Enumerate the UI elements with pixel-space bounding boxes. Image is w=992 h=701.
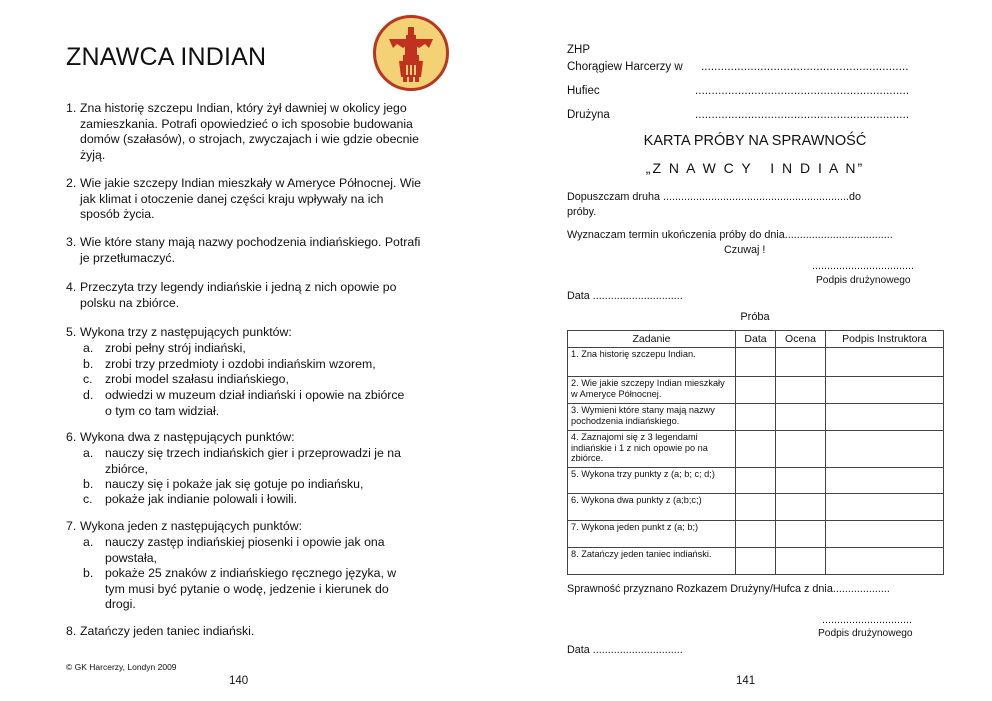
date-cell[interactable]	[736, 521, 776, 548]
signature-dots-2: ..............................	[822, 614, 912, 626]
task-cell: 8. Zatańczy jeden taniec indiański.	[568, 548, 736, 575]
sub-item-7b	[83, 566, 403, 613]
grade-cell[interactable]	[776, 521, 826, 548]
sub-item-6b	[83, 477, 413, 493]
grade-cell[interactable]	[776, 348, 826, 377]
sub-item-text: nauczy zastęp indiańskiej piosenki i opowie jak ona powstała,	[105, 535, 385, 565]
task-cell: 6. Wykona dwa punkty z (a;b;c;)	[568, 494, 736, 521]
signature-cell[interactable]	[826, 404, 944, 431]
sub-item-5a	[83, 341, 413, 357]
requirement-number: 2.	[66, 176, 77, 190]
sub-item-letter: c.	[83, 372, 93, 386]
requirement-number: 3.	[66, 235, 77, 249]
requirement-text: Zatańczy jeden taniec indiański.	[80, 624, 255, 638]
signature-cell[interactable]	[826, 494, 944, 521]
druzyna-dots: .................................................................	[695, 109, 910, 121]
table-row	[568, 431, 944, 468]
druzyna-label: Drużyna	[567, 109, 610, 121]
signature-cell[interactable]	[826, 348, 944, 377]
sub-item-text: pokaże 25 znaków z indiańskiego ręcznego języka, w tym musi być pytanie o wodę, jedzenie i kierunek do drogi.	[105, 566, 397, 611]
date-cell[interactable]	[736, 494, 776, 521]
wyznaczam-line: Wyznaczam termin ukończenia próby do dnia....................................	[567, 229, 893, 241]
table-row	[568, 377, 944, 404]
requirement-7	[66, 519, 426, 535]
choragiew-label: Chorągiew Harcerzy w	[567, 61, 683, 73]
dopuszczam-line-2: próby.	[567, 206, 597, 218]
page-number-right: 141	[736, 675, 756, 687]
table-row	[568, 494, 944, 521]
date-cell[interactable]	[736, 431, 776, 468]
table-row	[568, 521, 944, 548]
sub-item-text: zrobi model szałasu indiańskiego,	[105, 372, 289, 386]
czuwaj: Czuwaj !	[724, 244, 766, 256]
signature-cell[interactable]	[826, 548, 944, 575]
requirement-2	[66, 176, 426, 223]
requirement-1	[66, 101, 426, 163]
sub-item-text: zrobi pełny strój indiański,	[105, 341, 246, 355]
card-subtitle: „Z N A W C Y I N D I A N”	[645, 160, 865, 176]
copyright: © GK Harcerzy, Londyn 2009	[66, 662, 177, 672]
grade-cell[interactable]	[776, 404, 826, 431]
requirement-text: Wykona jeden z następujących punktów:	[80, 519, 303, 533]
header-data: Data	[736, 331, 776, 348]
date-cell[interactable]	[736, 377, 776, 404]
grade-cell[interactable]	[776, 468, 826, 494]
date-line-2: Data ..............................	[567, 644, 683, 656]
requirement-text: Przeczyta trzy legendy indiańskie i jedną z nich opowie po polsku na zbiórce.	[80, 280, 397, 310]
requirement-5	[66, 325, 426, 341]
sub-item-6a	[83, 446, 413, 477]
sub-item-5b	[83, 357, 413, 373]
proba-table	[567, 330, 944, 575]
signature-cell[interactable]	[826, 468, 944, 494]
table-row	[568, 404, 944, 431]
signature-cell[interactable]	[826, 521, 944, 548]
requirement-text: Zna historię szczepu Indian, który żył dawniej w okolicy jego zamieszkania. Potrafi opowiedzieć o ich sposobie budowania domów (szałasów), o strojach, zwyczajach i wie gdzie obecnie żyją.	[80, 101, 419, 162]
requirement-number: 4.	[66, 280, 77, 294]
requirement-8	[66, 624, 426, 640]
header-ocena: Ocena	[776, 331, 826, 348]
requirement-text: Wie jakie szczepy Indian mieszkały w Ameryce Północnej. Wie jak klimat i otoczenie danej części kraju wpływały na ich sposób życia.	[80, 176, 422, 221]
hufiec-label: Hufiec	[567, 85, 600, 97]
sub-item-letter: b.	[83, 357, 94, 371]
task-cell: 1. Zna historię szczepu Indian.	[568, 348, 736, 377]
page-title: ZNAWCA INDIAN	[66, 43, 267, 71]
sub-item-text: odwiedzi w muzeum dział indiański i opowie na zbiórce o tym co tam widział.	[105, 388, 405, 418]
sub-item-letter: d.	[83, 388, 94, 402]
sub-item-6c	[83, 492, 413, 508]
header-zadanie: Zadanie	[568, 331, 736, 348]
sub-item-letter: b.	[83, 566, 94, 580]
sub-item-7a	[83, 535, 403, 566]
signature-cell[interactable]	[826, 431, 944, 468]
requirement-number: 5.	[66, 325, 77, 339]
sub-item-5d	[83, 388, 413, 419]
task-cell: 5. Wykona trzy punkty z (a; b; c; d;)	[568, 468, 736, 494]
date-cell[interactable]	[736, 348, 776, 377]
requirement-number: 8.	[66, 624, 77, 638]
requirement-number: 1.	[66, 101, 77, 115]
date-cell[interactable]	[736, 468, 776, 494]
sub-item-text: nauczy się i pokaże jak się gotuje po indiańsku,	[105, 477, 364, 491]
requirement-number: 7.	[66, 519, 77, 533]
table-row	[568, 548, 944, 575]
requirement-number: 6.	[66, 430, 77, 444]
sub-item-letter: a.	[83, 341, 94, 355]
choragiew-dots: ...............................................................	[701, 61, 909, 73]
signature-label-1: Podpis drużynowego	[816, 275, 911, 286]
page-number-left: 140	[229, 675, 249, 687]
sub-item-text: nauczy się trzech indiańskich gier i przeprowadzi je na zbiórce,	[105, 446, 401, 476]
task-cell: 3. Wymieni które stany mają nazwy pochodzenia indiańskiego.	[568, 404, 736, 431]
table-row	[568, 348, 944, 377]
thunderbird-badge-icon	[373, 15, 449, 91]
date-line-1: Data ..............................	[567, 290, 683, 302]
task-cell: 4. Zaznajomi się z 3 legendami indiańskie i 1 z nich opowie po na zbiórce.	[568, 431, 736, 468]
date-cell[interactable]	[736, 404, 776, 431]
requirement-text: Wykona dwa z następujących punktów:	[80, 430, 295, 444]
grade-cell[interactable]	[776, 548, 826, 575]
requirement-text: Wie które stany mają nazwy pochodzenia indiańskiego. Potrafi je przetłumaczyć.	[80, 235, 421, 265]
signature-label-2: Podpis drużynowego	[818, 628, 913, 639]
sub-item-letter: a.	[83, 446, 94, 460]
grade-cell[interactable]	[776, 431, 826, 468]
dopuszczam-line-1: Dopuszczam druha ..............................................................do	[567, 191, 862, 203]
requirement-4	[66, 280, 426, 311]
header-podpis: Podpis Instruktora	[826, 331, 944, 348]
table-header-row	[568, 331, 944, 348]
przyznano-line: Sprawność przyznano Rozkazem Drużyny/Hufca z dnia...................	[567, 583, 890, 595]
card-title: KARTA PRÓBY NA SPRAWNOŚĆ	[643, 133, 867, 149]
grade-cell[interactable]	[776, 377, 826, 404]
task-cell: 2. Wie jakie szczepy Indian mieszkały w Ameryce Północnej.	[568, 377, 736, 404]
sub-item-letter: b.	[83, 477, 94, 491]
proba-heading: Próba	[740, 311, 770, 323]
sub-item-5c	[83, 372, 413, 388]
table-row	[568, 468, 944, 494]
requirement-3	[66, 235, 426, 266]
sub-item-letter: c.	[83, 492, 93, 506]
requirement-text: Wykona trzy z następujących punktów:	[80, 325, 292, 339]
hufiec-dots: .................................................................	[695, 85, 910, 97]
org-label: ZHP	[567, 44, 590, 56]
sub-item-text: pokaże jak indianie polowali i łowili.	[105, 492, 298, 506]
signature-cell[interactable]	[826, 377, 944, 404]
signature-dots-1: ..................................	[812, 260, 914, 272]
sub-item-text: zrobi trzy przedmioty i ozdobi indiańskim wzorem,	[105, 357, 376, 371]
date-cell[interactable]	[736, 548, 776, 575]
requirement-6	[66, 430, 426, 446]
task-cell: 7. Wykona jeden punkt z (a; b;)	[568, 521, 736, 548]
sub-item-letter: a.	[83, 535, 94, 549]
grade-cell[interactable]	[776, 494, 826, 521]
